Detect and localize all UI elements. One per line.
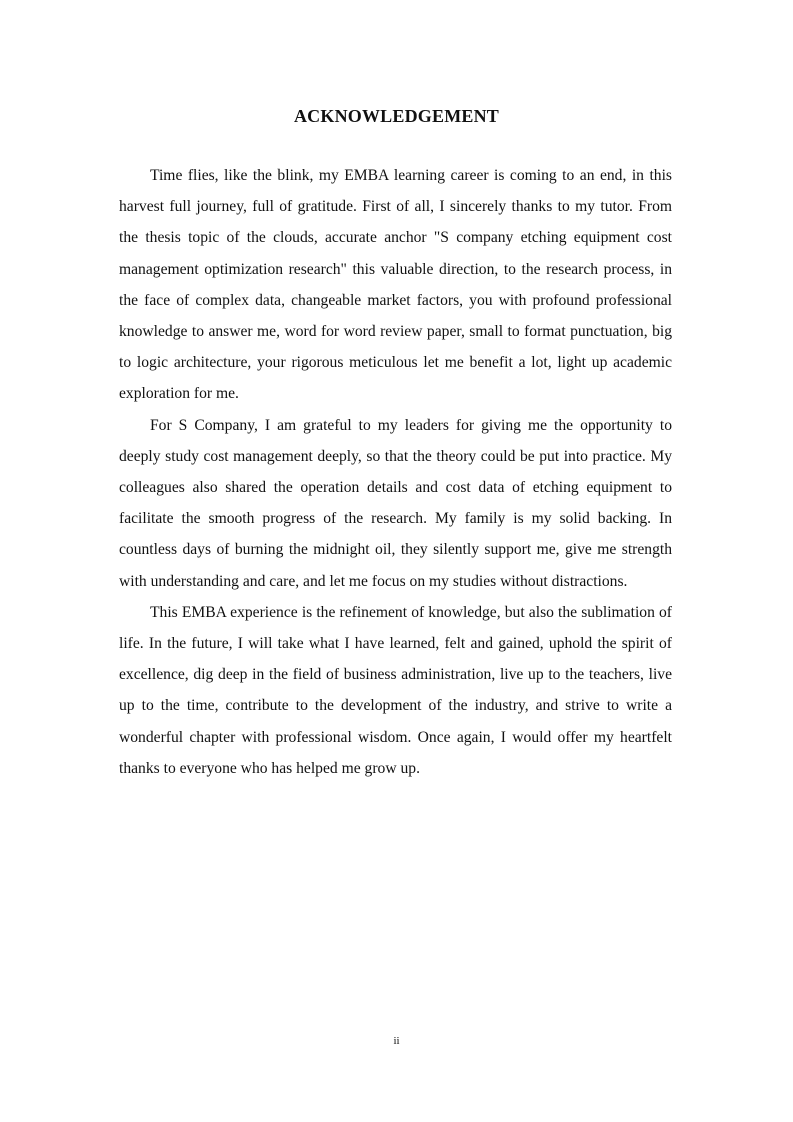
page-title: ACKNOWLEDGEMENT: [293, 106, 500, 126]
page-number: ii: [393, 1035, 400, 1047]
acknowledgement-body: [119, 160, 672, 784]
paragraph-3: This EMBA experience is the refinement of knowledge, but also the sublimation of life. In the future, I will take what I have learned, felt and gained, uphold the spirit of excellence, dig deep in the field of business administration, live up to the teachers, live up to the time, contribute to the development of the industry, and strive to write a wonderful chapter with professional wisdom. Once again, I would offer my heartfelt thanks to everyone who has helped me grow up.: [119, 603, 672, 777]
paragraph-1: Time flies, like the blink, my EMBA learning career is coming to an end, in this harvest full journey, full of gratitude. First of all, I sincerely thanks to my tutor. From the thesis topic of the clouds, accurate anchor "S company etching equipment cost management optimization research" this valuable direction, to the research process, in the face of complex data, changeable market factors, you with profound professional knowledge to answer me, word for word review paper, small to format punctuation, big to logic architecture, your rigorous meticulous let me benefit a lot, light up academic exploration for me.: [119, 167, 672, 403]
paragraph-2: For S Company, I am grateful to my leaders for giving me the opportunity to deeply study cost management deeply, so that the theory could be put into practice. My colleagues also shared the operation details and cost data of etching equipment to facilitate the smooth progress of the research. My family is my solid backing. In countless days of burning the midnight oil, they silently support me, give me strength with understanding and care, and let me focus on my studies without distractions.: [119, 416, 672, 590]
